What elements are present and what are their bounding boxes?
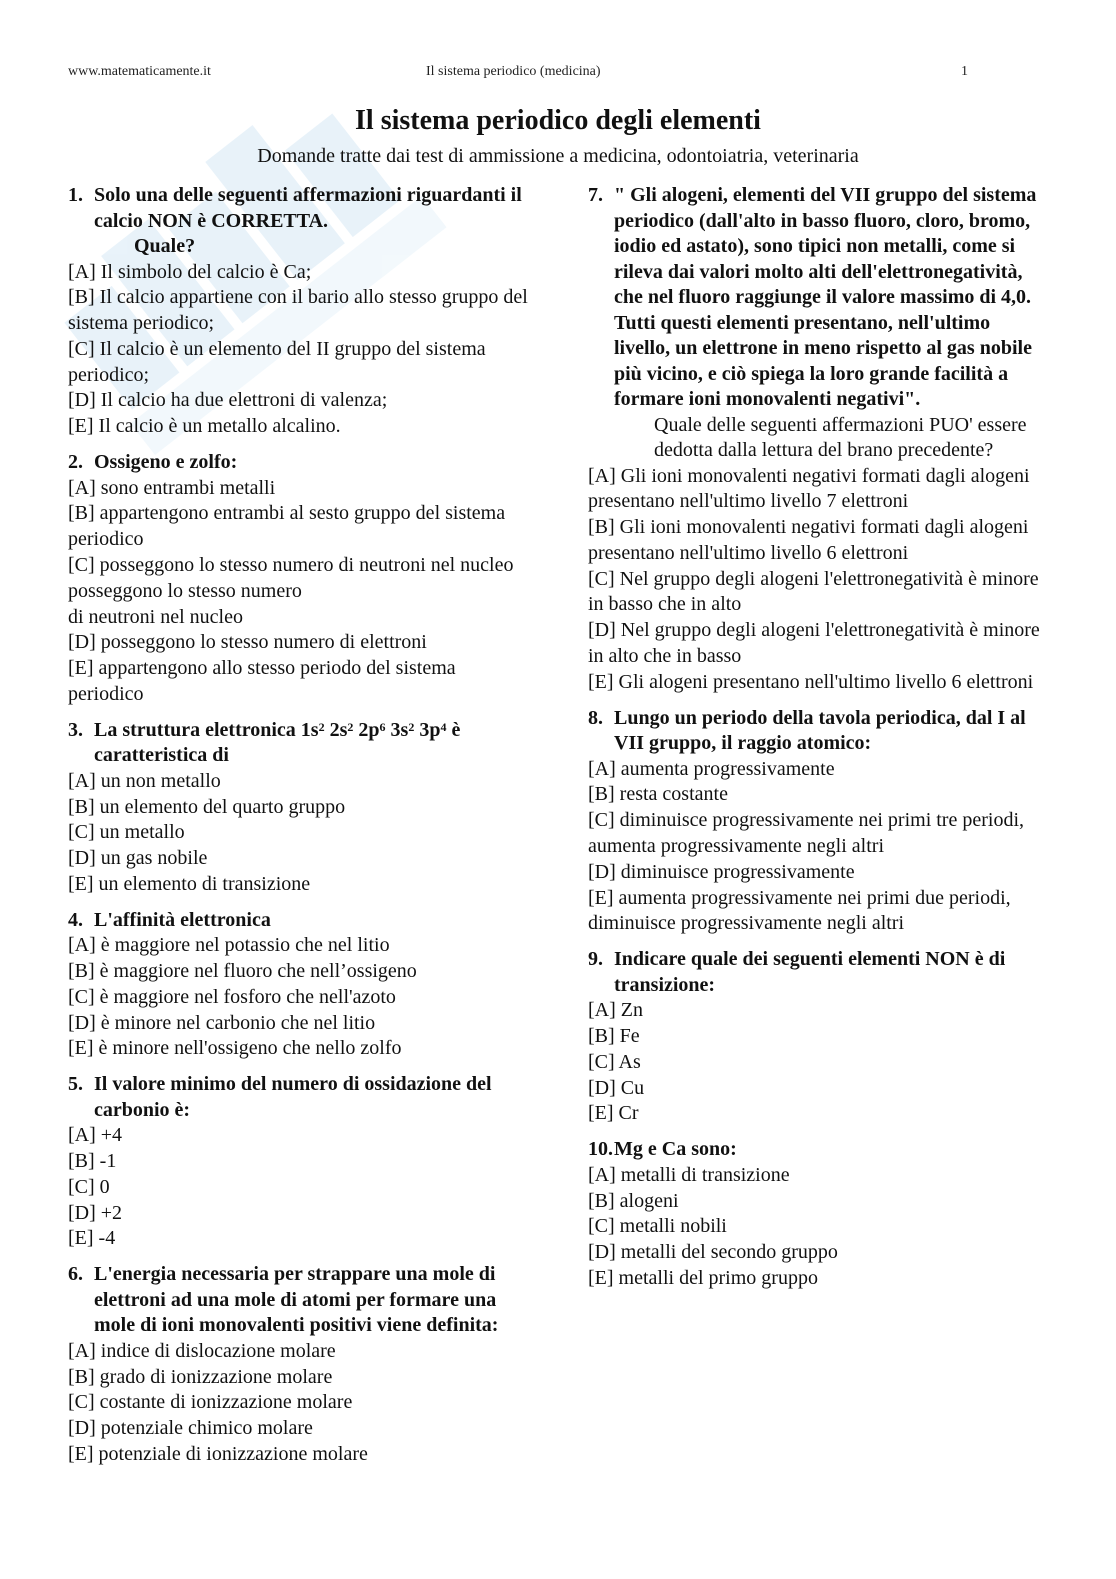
option-e: [E] Cr [588,1102,639,1125]
option-b: [B] -1 [68,1150,117,1173]
page-subtitle: Domande tratte dai test di ammissione a medicina, odontoiatria, veterinaria [257,145,859,167]
question-2 [68,450,536,708]
option-c: [C] diminuisce progressivamente nei primi tre periodi, aumenta progressivamente negli altri [588,809,1024,858]
question-3 [68,718,536,898]
option-a: [A] è maggiore nel potassio che nel litio [68,934,390,957]
question-number: 1. [68,184,83,206]
question-10 [588,1137,1048,1291]
option-e: [E] Il calcio è un metallo alcalino. [68,415,341,438]
option-b: [B] un elemento del quarto gruppo [68,795,346,818]
option-e: [E] appartengono allo stesso periodo del sistema periodico [68,657,456,705]
question-text: Ossigeno e zolfo: [94,451,238,474]
option-c: [C] 0 [68,1175,110,1198]
option-c: [C] è maggiore nel fosforo che nell'azoto [68,985,396,1008]
option-b: [B] Gli ioni monovalenti negativi formati dagli alogeni presentano nell'ultimo livello 6 elettroni [588,516,1029,564]
option-a: [A] sono entrambi metalli [68,476,276,499]
option-e: [E] potenziale di ionizzazione molare [68,1442,368,1465]
option-c: [C] un metallo [68,821,185,844]
question-number: 7. [588,184,603,206]
option-d: [D] è minore nel carbonio che nel litio [68,1011,376,1034]
question-text: L'energia necessaria per strappare una mole di elettroni ad una mole di atomi per formare una mole di ioni monovalenti positivi viene definita: [94,1263,499,1337]
option-b: [B] Fe [588,1025,640,1048]
question-number: 8. [588,706,603,729]
option-b: [B] Il calcio appartiene con il bario allo stesso gruppo del sistema periodico; [68,286,528,335]
option-d: [D] un gas nobile [68,847,208,870]
question-9 [588,947,1048,1127]
question-number: 10. [588,1138,613,1161]
option-d: [D] Nel gruppo degli alogeni l'elettronegatività è minore in alto che in basso [588,619,1040,668]
option-b: [B] appartengono entrambi al sesto gruppo del sistema periodico [68,502,506,551]
option-e: [E] Gli alogeni presentano nell'ultimo livello 6 elettroni [588,670,1034,693]
option-d: [D] +2 [68,1201,123,1224]
option-a: [A] Zn [588,999,643,1022]
option-c-continued: di neutroni nel nucleo [68,605,243,628]
question-text: Il valore minimo del numero di ossidazione del carbonio è: [94,1073,492,1121]
question-number: 6. [68,1263,83,1286]
page-title: Il sistema periodico degli elementi [355,105,761,136]
option-d: [D] Il calcio ha due elettroni di valenza; [68,389,388,412]
option-c: [C] metalli nobili [588,1215,727,1238]
question-text: Solo una delle seguenti affermazioni riguardanti il calcio NON è CORRETTA. [94,184,522,232]
option-a: [A] aumenta progressivamente [588,757,835,780]
option-a: [A] indice di dislocazione molare [68,1339,336,1362]
option-b: [B] grado di ionizzazione molare [68,1365,333,1388]
question-text: Mg e Ca sono: [614,1138,737,1161]
option-e: [E] metalli del primo gruppo [588,1266,818,1289]
question-number: 5. [68,1073,83,1096]
question-text: Indicare quale dei seguenti elementi NON è di transizione: [614,948,1006,996]
question-4 [68,908,536,1062]
option-c: [C] posseggono lo stesso numero di neutroni nel nucleo posseggono lo stesso numero [68,553,514,602]
option-e: [E] aumenta progressivamente nei primi due periodi, diminuisce progressivamente negli altri [588,886,1011,935]
option-a: [A] +4 [68,1124,123,1147]
header-doc-title: Il sistema periodico (medicina) [426,64,601,79]
header-site: www.matematicamente.it [68,64,211,79]
option-c: [C] As [588,1050,641,1073]
question-1 [68,183,536,440]
option-c: [C] Nel gruppo degli alogeni l'elettronegatività è minore in basso che in alto [588,567,1039,616]
option-a: [A] Il simbolo del calcio è Ca; [68,260,312,283]
option-d: [D] diminuisce progressivamente [588,860,855,883]
question-number: 3. [68,718,83,741]
option-b: [B] resta costante [588,783,728,806]
option-b: [B] alogeni [588,1189,679,1212]
option-a: [A] Gli ioni monovalenti negativi formati dagli alogeni presentano nell'ultimo livello 7 elettroni [588,464,1030,513]
option-c: [C] Il calcio è un elemento del II gruppo del sistema periodico; [68,337,486,386]
question-5 [68,1072,536,1252]
question-number: 4. [68,908,83,931]
option-b: [B] è maggiore nel fluoro che nell’ossigeno [68,960,417,983]
left-column [68,183,536,1478]
option-d: [D] potenziale chimico molare [68,1417,313,1440]
option-e: [E] un elemento di transizione [68,872,311,895]
question-text: La struttura elettronica $1s^2$ $2s^2$ $2p^6$ $3s^2$ $3p^4$ è caratteristica di [94,718,461,767]
option-d: [D] metalli del secondo gruppo [588,1241,838,1264]
option-e: [E] è minore nell'ossigeno che nello zolfo [68,1037,402,1060]
header-page-number: 1 [961,64,968,79]
option-d: [D] Cu [588,1076,645,1099]
question-8 [588,706,1048,938]
question-text: L'affinità elettronica [94,908,271,931]
question-7 [588,183,1048,696]
option-e: [E] -4 [68,1227,116,1250]
question-text-continued: Quale? [134,235,196,257]
option-c: [C] costante di ionizzazione molare [68,1391,353,1414]
question-text: Lungo un periodo della tavola periodica, dal I al VII gruppo, il raggio atomico: [614,706,1026,755]
right-column [588,183,1048,1302]
question-number: 9. [588,948,603,971]
question-text: " Gli alogeni, elementi del VII gruppo del sistema periodico (dall'alto in basso fluoro, cloro, bromo, iodio ed astato), sono tipici non metalli, come si rileva dai valori molto alti dell'elettronegatività, che nel fluoro raggiunge il valore massimo di 4,0. Tutti questi elementi presentano, nell'ultimo livello, un elettrone in meno rispetto al gas nobile più vicino, e ciò spiega la loro grande facilità a formare ioni monovalenti negativi". [614,184,1037,410]
option-a: [A] un non metallo [68,769,221,792]
question-6 [68,1262,536,1467]
option-a: [A] metalli di transizione [588,1163,790,1186]
option-d: [D] posseggono lo stesso numero di elettroni [68,631,427,654]
question-prompt: Quale delle seguenti affermazioni PUO' essere dedotta dalla lettura del brano precedente? [654,413,1027,461]
question-number: 2. [68,451,83,474]
